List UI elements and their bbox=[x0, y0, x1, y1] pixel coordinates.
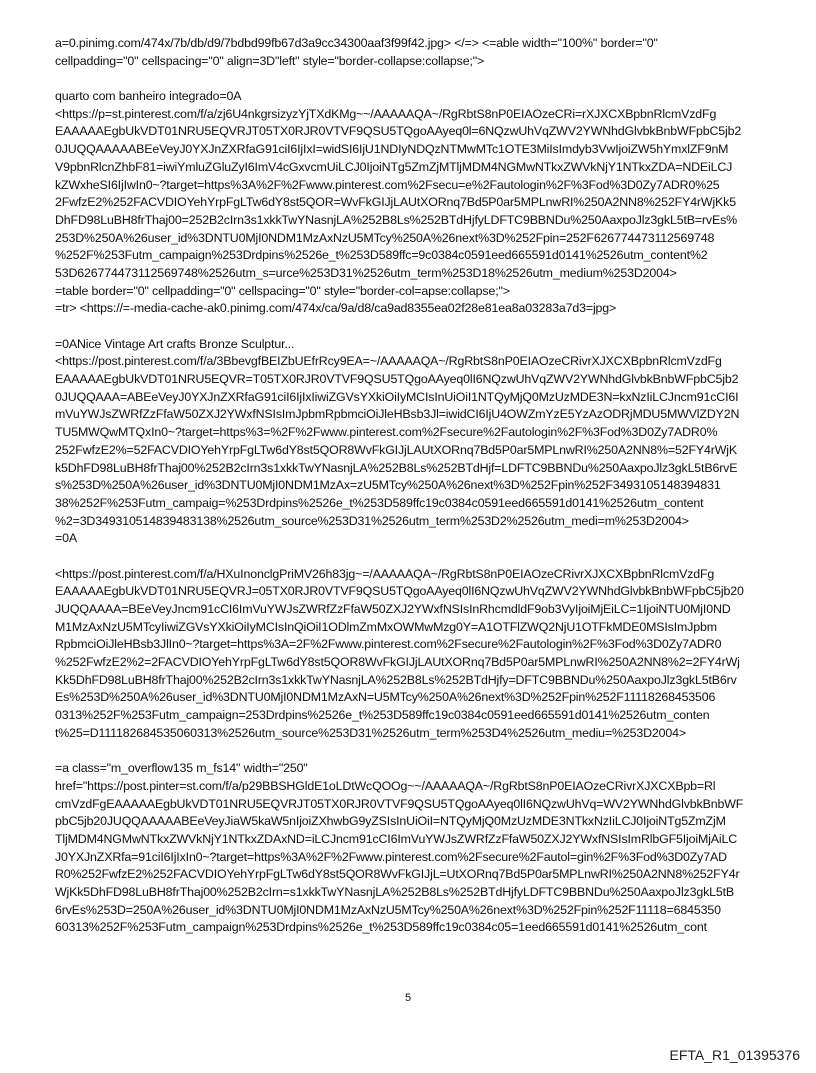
text-line: kZWxheSI6IjIwIn0~?target=https%3A%2F%2Fwww.pinterest.com%2Fsecu=e%2Fautologin%2F%3Fod%3D0Zy7ADR0%25 bbox=[55, 177, 720, 192]
text-line: s%253D%250A%26user_id%3DNTU0MjI0NDM1MzAx=zU5MTcy%250A%26next%3D%252Fpin%252F3493105148394831 bbox=[55, 478, 721, 493]
text-line: mVuYWJsZWRfZzFfaW50ZXJ2YWxfNSIsImJpbmRpbmciOiJleHBsb3Jl=iwidCI6IjU4OWZmYzE5YzAzODRjMDU5MWVlZDY2N bbox=[55, 407, 740, 422]
text-line: %252FwfzE2%2=2FACVDIOYehYrpFgLTw6dY8st5QOR8WvFkGIJjLAUtXORnq7Bd5P0ar5MPLnwRI%250A2NN8%2=2FY4rWj bbox=[55, 655, 740, 670]
text-line: 252FwfzE2%=52FACVDIOYehYrpFgLTw6dY8st5QOR8WvFkGIJjLAUtXORnq7Bd5P0ar5MPLnwRI%250A2NN8%=52FY4rWjK bbox=[55, 442, 737, 457]
paragraph-gap bbox=[55, 548, 800, 566]
text-block bbox=[55, 88, 800, 318]
text-line: 0JUQQAAA=ABEeVeyJ0YXJnZXRfaG91ciI6IjIxIiwiZGVsYXkiOiIyMCIsInUiOiI1NTQyMjQ0MzUzMDE3N=kxNzIiLCJncm91cCI6I bbox=[55, 389, 739, 404]
text-block bbox=[55, 760, 800, 937]
text-line: 0313%252F%253Futm_campaign=253Drdpins%2526e_t%253D589ffc19c0384c0591eed665591d0141%2526utm_conten bbox=[55, 708, 710, 723]
document-id-footer: EFTA_R1_01395376 bbox=[669, 1047, 800, 1063]
text-block bbox=[55, 35, 800, 70]
text-line: JUQQAAAA=BEeVeyJncm91cCI6ImVuYWJsZWRfZzFfaW50ZXJ2YWxfNSIsInRhcmdldF9ob3VyIjoiMjEiLC=1IjoiNTU0MjI0ND bbox=[55, 602, 731, 616]
text-line: k5DhFD98LuBH8frThaj00%252B2cIrn3s1xkkTwYNasnjLA%252B8Ls%252BTdHjf=LDFTC9BBNDu%250AaxpoJlz3gkL5tB6rvE bbox=[55, 460, 738, 475]
text-line: R0%252FwfzE2%252FACVDIOYehYrpFgLTw6dY8st5QOR8WvFkGIJjL=UtXORnq7Bd5P0ar5MPLnwRI%250A2NN8%252FY4r bbox=[55, 867, 740, 882]
text-line: M1MzAxNzU5MTcyIiwiZGVsYXkiOiIyMCIsInQiOiI1ODlmZmMxOWMwMzg0Y=A1OTFlZWQ2NjU1OTFkMDE0MSIsImJpbm bbox=[55, 619, 717, 634]
text-line: %252F%253Futm_campaign%253Drdpins%2526e_t%253D589ffc=9c0384c0591eed665591d0141%2526utm_content%2 bbox=[55, 248, 708, 263]
text-line: <https://post.pinterest.com/f/a/HXuInonclgPriMV26h83jg~=/AAAAAQA~/RgRbtS8nP0EIAOzeCRivrXJXCXBpbnRlcmVzdFg bbox=[55, 566, 715, 581]
text-line: DhFD98LuBH8frThaj00=252B2cIrn3s1xkkTwYNasnjLA%252B8Ls%252BTdHjfyLDFTC9BBNDu%250AaxpoJlz3gkL5tB=rvEs% bbox=[55, 212, 737, 227]
paragraph-gap bbox=[55, 743, 800, 761]
text-line: cellpadding="0" cellspacing="0" align=3D"left" style="border-collapse:collapse;"> bbox=[55, 53, 485, 68]
paragraph-gap bbox=[55, 318, 800, 336]
text-line: <https://p=st.pinterest.com/f/a/zj6U4nkgrsizyzYjTXdKMg~~/AAAAAQA~/RgRbtS8nP0EIAOzeCRi=rXJXCXBpbnRlcmVzdFg bbox=[55, 106, 717, 121]
text-line: =0ANice Vintage Art crafts Bronze Sculptur... bbox=[55, 336, 295, 351]
text-line: Kk5DhFD98LuBH8frThaj00%252B2cIrn3s1xkkTwYNasnjLA%252B8Ls%252BTdHjfy=DFTC9BBNDu%250AaxpoJlz3gkL5tB6rv bbox=[55, 672, 737, 687]
text-line: =a class="m_overflow135 m_fs14" width="250" bbox=[55, 761, 308, 776]
paragraph-gap bbox=[55, 70, 800, 88]
text-line: 2FwfzE2%252FACVDIOYehYrpFgLTw6dY8st5QOR=WvFkGIJjLAUtXORnq7Bd5P0ar5MPLnwRI%250A2NN8%252FY4rWjKk5 bbox=[55, 195, 736, 210]
text-line: 38%252F%253Futm_campaig=%253Drdpins%2526e_t%253D589ffc19c0384c0591eed665591d0141%2526utm_content bbox=[55, 495, 704, 510]
text-block bbox=[55, 566, 800, 743]
text-line: t%25=D111182684535060313%2526utm_source%253D31%2526utm_term%253D4%2526utm_mediu=%253D2004> bbox=[55, 725, 686, 740]
text-line: =0A bbox=[55, 531, 77, 546]
text-line: <https://post.pinterest.com/f/a/3BbevgfBEIZbUEfrRcy9EA=~/AAAAAQA~/RgRbtS8nP0EIAOzeCRivrXJXCXBpbnRlcmVzdFg bbox=[55, 354, 722, 369]
text-line: 0JUQQAAAAABEeVeyJ0YXJnZXRfaG91ciI6IjIxI=widSI6IjU1NDIyNDQzNTMwMTc1OTE3MiIsImdyb3VwIjoiZW5hYmxlZF9nM bbox=[55, 142, 729, 157]
text-block bbox=[55, 336, 800, 548]
text-line: =tr> <https://=-media-cache-ak0.pinimg.com/474x/ca/9a/d8/ca9ad8355ea02f28e81ea8a03283a7d3=jpg> bbox=[55, 301, 617, 316]
text-line: 60313%252F%253Futm_campaign%253Drdpins%2526e_t%253D589ffc19c0384c05=1eed665591d0141%2526utm_cont bbox=[55, 920, 707, 935]
text-line: 53D626774473112569748%2526utm_s=urce%253D31%2526utm_term%253D18%2526utm_medium%253D2004> bbox=[55, 265, 677, 280]
text-line: %2=3D349310514839483138%2526utm_source%253D31%2526utm_term%253D2%2526utm_medi=m%253D2004> bbox=[55, 513, 689, 528]
text-line: V9pbnRlcnZhbF81=iwiYmluZGluZyI6ImV4cGxvcmUiLCJ0IjoiNTg5ZmZjMTljMDM4NGMwNTkxZWVkNjY1NTkxZDA=NDEiLCJ bbox=[55, 159, 733, 174]
text-line: J0YXJnZXRfa=91ciI6IjIxIn0~?target=https%3A%2F%2Fwww.pinterest.com%2Fsecure%2Fautol=gin%2F%3Fod%3D0Zy7AD bbox=[55, 849, 727, 864]
text-line: =table border="0" cellpadding="0" cellspacing="0" style="border-col=apse:collapse;"> bbox=[55, 283, 510, 298]
page-number: 5 bbox=[404, 992, 412, 1004]
text-line: EAAAAAEgbUkVDT01NRU5EQVRJT05TX0RJR0VTVF9QSU5TQgoAAyeq0l=6NQzwUhVqZWV2YWNhdGlvbkBnbWFpbC5jb2 bbox=[55, 124, 742, 139]
text-line: 6rvEs%253D=250A%26user_id%3DNTU0MjI0NDM1MzAxNzU5MTcy%250A%26next%3D%252Fpin%252F11118=6845350 bbox=[55, 902, 721, 917]
text-line: href="https://post.pinter=st.com/f/a/p29BBSHGldE1oLDtWcQOOg~~/AAAAAQA~/RgRbtS8nP0EIAOzeCRivrXJXCXBpb=Rl bbox=[55, 778, 716, 793]
text-line: a=0.pinimg.com/474x/7b/db/d9/7bdbd99fb67d3a9cc34300aaf3f99f42.jpg> </=> <=able width="100%" border="0" bbox=[55, 36, 658, 50]
text-line: WjKk5DhFD98LuBH8frThaj00%252B2cIrn=s1xkkTwYNasnjLA%252B8Ls%252BTdHjfyLDFTC9BBNDu%250AaxpoJlz3gkL5tB bbox=[55, 885, 735, 899]
text-line: TU5MWQwMTQxIn0~?target=https%3=%2F%2Fwww.pinterest.com%2Fsecure%2Fautologin%2F%3Fod%3D0Zy7ADR0% bbox=[55, 425, 718, 440]
text-line: pbC5jb20JUQQAAAAABEeVeyJiaW5kaW5nIjoiZXhwbG9yZSIsInUiOiI=NTQyMjQ0MzUzMDE3NTkxNzIiLCJ0IjoiNTg5ZmZjM bbox=[55, 814, 726, 829]
text-line: EAAAAAEgbUkVDT01NRU5EQVRJ=05TX0RJR0VTVF9QSU5TQgoAAyeq0lI6NQzwUhVqZWV2YWNhdGlvbkBnbWFpbC5jb20 bbox=[55, 584, 744, 599]
text-line: cmVzdFgEAAAAAEgbUkVDT01NRU5EQVRJT05TX0RJR0VTVF9QSU5TQgoAAyeq0lI6NQzwUhVq=WV2YWNhdGlvbkBnbWF bbox=[55, 796, 744, 811]
text-line: RpbmciOiJleHBsb3JlIn0~?target=https%3A=2F%2Fwww.pinterest.com%2Fsecure%2Fautologin%2F%3Fod%3D0Zy7ADR0 bbox=[55, 637, 722, 652]
text-line: TljMDM4NGMwNTkxZWVkNjY1NTkxZDAxND=iLCJncm91cCI6ImVuYWJsZWRfZzFfaW50ZXJ2YWxfNSIsImRlbGF5IjoiMjAiLC bbox=[55, 831, 738, 846]
text-line: Es%253D%250A%26user_id%3DNTU0MjI0NDM1MzAxN=U5MTcy%250A%26next%3D%252Fpin%252F11118268453506 bbox=[55, 690, 716, 705]
text-line: 253D%250A%26user_id%3DNTU0MjI0NDM1MzAxNzU5MTcy%250A%26next%3D%252Fpin=252F626774473112569748 bbox=[55, 230, 715, 245]
text-line: EAAAAAEgbUkVDT01NRU5EQVR=T05TX0RJR0VTVF9QSU5TQgoAAyeq0lI6NQzwUhVqZWV2YWNhdGlvbkBnbWFpbC5jb2 bbox=[55, 372, 739, 387]
text-line: quarto com banheiro integrado=0A bbox=[55, 89, 242, 104]
document-body bbox=[55, 35, 800, 937]
